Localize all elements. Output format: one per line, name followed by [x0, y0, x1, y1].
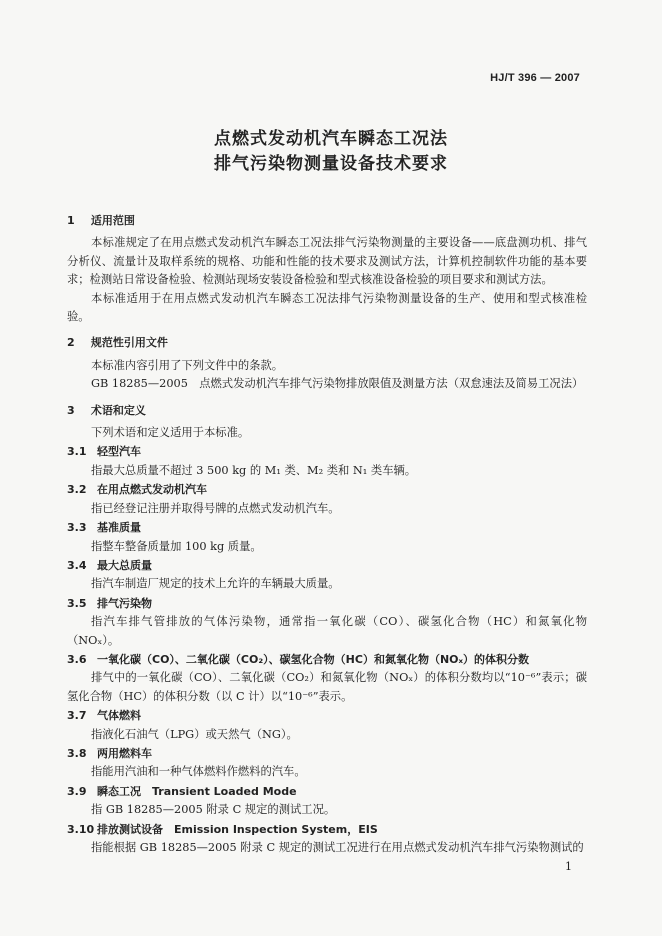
paragraph: 下列术语和定义适用于本标准。 — [91, 426, 250, 440]
term-number: 3.5 — [67, 596, 87, 610]
term-heading — [67, 651, 587, 669]
term-number: 3.8 — [67, 746, 87, 760]
term-definition: 指已经登记注册并取得号牌的点燃式发动机汽车。 — [91, 501, 340, 515]
term-title: 最大总质量 — [97, 558, 152, 572]
term-definition: 指汽车排气管排放的气体污染物，通常指一氧化碳（CO）、碳氢化合物（HC）和氮氧化物（NOₓ）。 — [67, 615, 587, 647]
section-number: 1 — [67, 214, 75, 227]
section-title: 规范性引用文件 — [90, 336, 168, 350]
term-heading — [67, 481, 587, 499]
section-heading — [67, 402, 587, 420]
term-heading — [67, 443, 587, 461]
paragraph: 本标准内容引用了下列文件中的条款。 — [91, 358, 284, 372]
term-definition: 指汽车制造厂规定的技术上允许的车辆最大质量。 — [91, 577, 340, 591]
term-heading — [67, 707, 587, 725]
term-title: 两用燃料车 — [97, 746, 152, 760]
term-title: 排放测试设备 Emission Inspection System，EIS — [97, 822, 378, 836]
term-title: 一氧化碳（CO）、二氧化碳（CO₂）、碳氢化合物（HC）和氮氧化物（NOₓ）的体积分数 — [97, 652, 530, 666]
term-definition: 指能根据 GB 18285—2005 附录 C 规定的测试工况进行在用点燃式发动机汽车排气污染物测试的 — [91, 841, 584, 854]
term-heading — [67, 821, 587, 839]
term-heading — [67, 519, 587, 537]
section-title: 术语和定义 — [90, 403, 146, 417]
term-number: 3.10 — [67, 822, 95, 836]
paragraph: 本标准适用于在用点燃式发动机汽车瞬态工况法排气污染物测量设备的生产、使用和型式核准检验。 — [67, 291, 587, 324]
term-number: 3.3 — [67, 521, 87, 535]
term-heading — [67, 595, 587, 613]
term-number: 3.4 — [67, 558, 87, 572]
term-title: 排气污染物 — [97, 596, 152, 610]
paragraph: 本标准规定了在用点燃式发动机汽车瞬态工况法排气污染物测量的主要设备——底盘测功机、排气分析仪、流量计及取样系统的规格、功能和性能的技术要求及测试方法，计算机控制软件功能的基本要求；检测站日常设备检验、检测站现场安装设备检验和型式核准设备检验的项目要求和测试方法。 — [67, 236, 587, 287]
term-title: 轻型汽车 — [97, 445, 141, 459]
term-title: 气体燃料 — [97, 709, 141, 723]
section-number: 3 — [67, 403, 75, 417]
page-number: 1 — [565, 860, 572, 873]
standard-code: HJ/T 396 — 2007 — [490, 72, 580, 84]
term-definition: 指能用汽油和一种气体燃料作燃料的汽车。 — [91, 765, 306, 779]
section-number: 2 — [67, 336, 75, 350]
term-definition: 排气中的一氧化碳（CO）、二氧化碳（CO₂）和氮氧化物（NOₓ）的体积分数均以“10⁻⁶”表示；碳氢化合物（HC）的体积分数（以 C 计）以“10⁻⁶”表示。 — [67, 671, 587, 703]
document-title-line1: 点燃式发动机汽车瞬态工况法 — [214, 129, 448, 149]
term-number: 3.7 — [67, 709, 87, 723]
section-heading — [67, 212, 587, 230]
term-heading — [67, 783, 587, 801]
term-definition: 指液化石油气（LPG）或天然气（NG）。 — [91, 727, 298, 741]
term-definition: 指整车整备质量加 100 kg 质量。 — [91, 539, 262, 553]
document-title-line2: 排气污染物测量设备技术要求 — [214, 154, 448, 174]
term-number: 3.9 — [67, 784, 87, 798]
term-number: 3.6 — [67, 652, 87, 666]
term-definition: 指最大总质量不超过 3 500 kg 的 M₁ 类、M₂ 类和 N₁ 类车辆。 — [91, 463, 417, 477]
term-title: 基准质量 — [97, 521, 141, 535]
section-title: 适用范围 — [90, 214, 135, 227]
term-heading — [67, 745, 587, 763]
term-number: 3.2 — [67, 483, 87, 497]
term-heading — [67, 557, 587, 575]
term-title: 在用点燃式发动机汽车 — [97, 483, 207, 497]
section-heading — [67, 334, 587, 352]
term-title: 瞬态工况 Transient Loaded Mode — [97, 784, 297, 798]
normative-reference: GB 18285—2005 点燃式发动机汽车排气污染物排放限值及测量方法（双怠速法及简易工况法） — [91, 377, 584, 391]
term-number: 3.1 — [67, 445, 87, 459]
document-body — [67, 210, 587, 857]
term-definition: 指 GB 18285—2005 附录 C 规定的测试工况。 — [91, 803, 336, 817]
